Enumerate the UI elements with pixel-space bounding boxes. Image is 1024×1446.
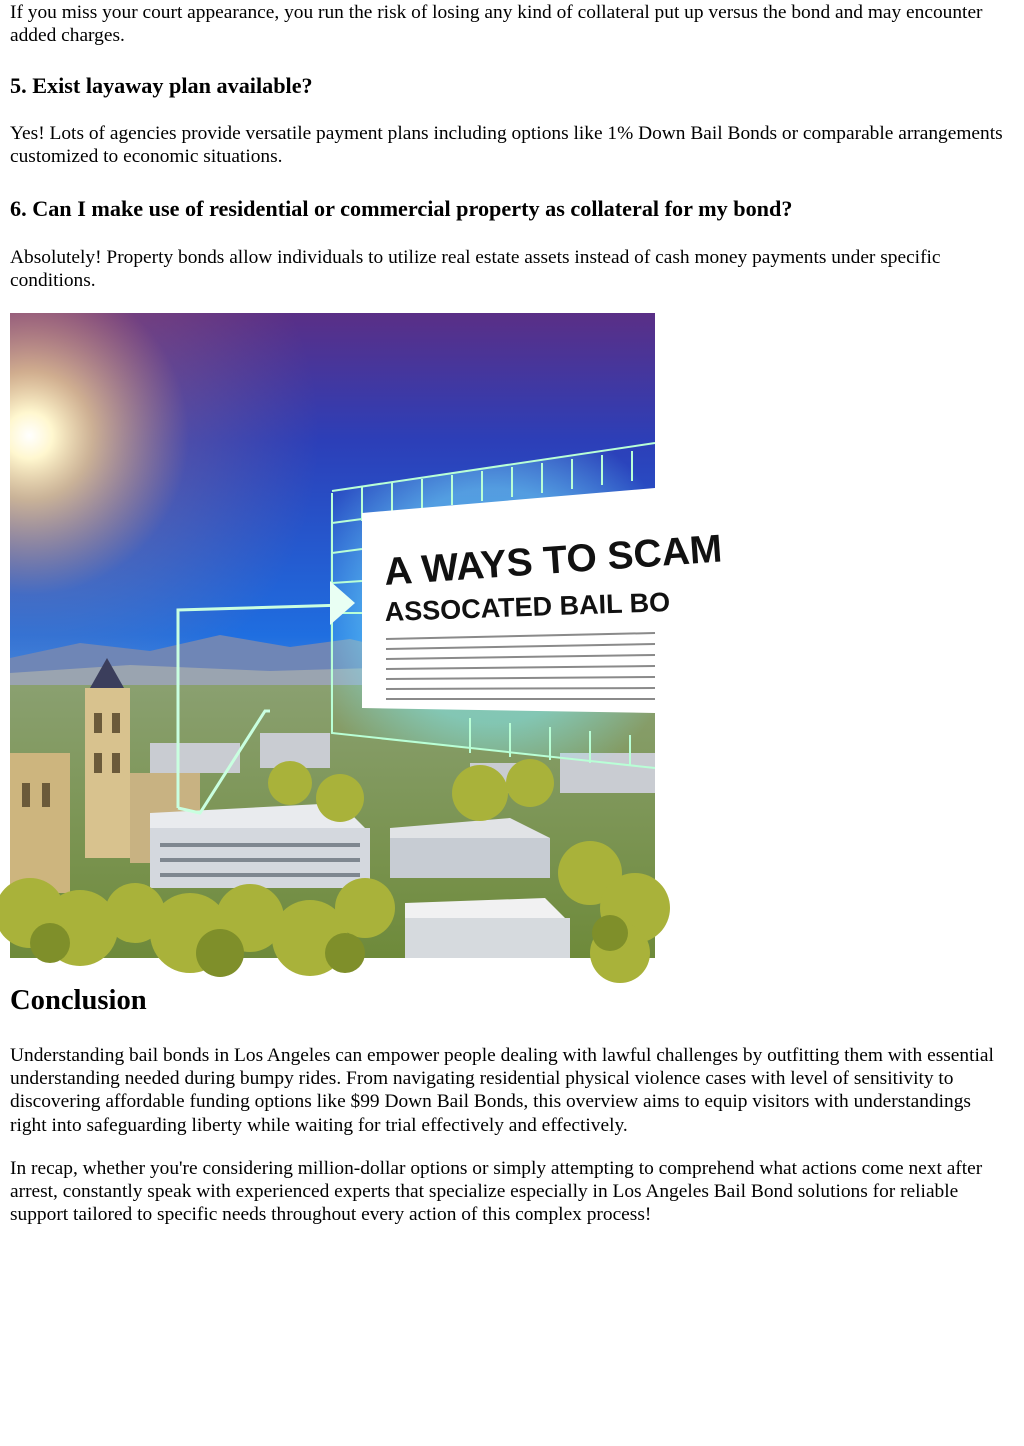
billboard [362,488,724,713]
conclusion-heading: Conclusion [10,985,147,1016]
billboard-line-2: ASSOCATED BAIL BO [384,587,671,627]
conclusion-paragraph-2: In recap, whether you're considering million-dollar options or simply attempting to comprehend what actions come next after arrest, constantly speak with experienced experts that specialize especially in Los Angeles Bail Bond solutions for reliable support tailored to specific needs throughout every action of this complex process! [10,1158,983,1226]
city-billboard-illustration [10,313,724,958]
conclusion-paragraph-1: Understanding bail bonds in Los Angeles can empower people dealing with lawful challenges by outfitting them with essential understanding needed during bumpy rides. From navigating residential physical violence cases with level of sensitivity to discovering affordable funding options like $99 Down Bail Bonds, this overview aims to equip visitors with understandings right into safeguarding liberty while waiting for trial effectively and effectively. [10,1045,994,1136]
faq-answer-5: Yes! Lots of agencies provide versatile payment plans including options like 1% Down Bail Bonds or comparable arrangements customized to economic situations. [10,123,1003,168]
intro-paragraph: If you miss your court appearance, you run the risk of losing any kind of collateral put up versus the bond and may encounter added charges. [10,2,983,47]
faq-answer-6: Absolutely! Property bonds allow individuals to utilize real estate assets instead of cash money payments under specific conditions. [10,247,941,292]
faq-heading-6: 6. Can I make use of residential or commercial property as collateral for my bond? [10,196,793,221]
billboard-line-1: A WAYS TO SCAM [382,527,724,594]
faq-heading-5: 5. Exist layaway plan available? [10,73,313,98]
